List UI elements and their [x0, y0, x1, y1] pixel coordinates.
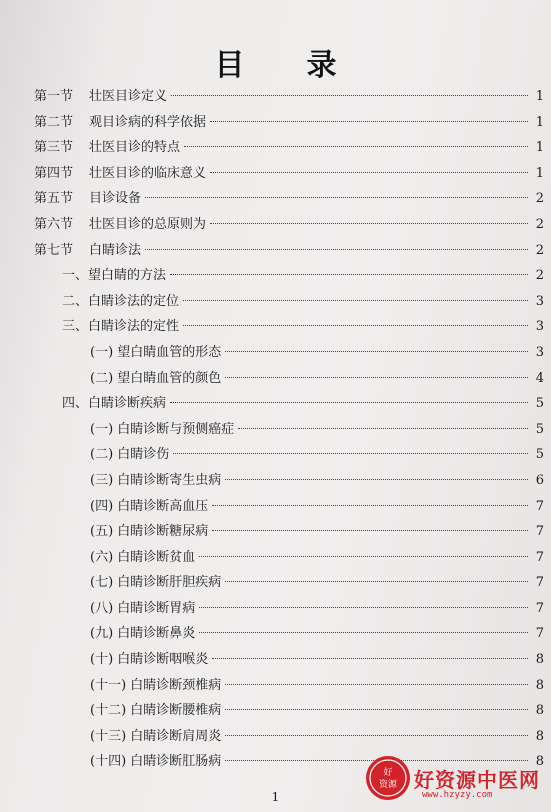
toc-entry-text: 三、白睛诊法的定性 [62, 319, 180, 335]
toc-entry[interactable] [34, 417, 544, 443]
toc-page-number: 2 [535, 216, 544, 232]
toc-entry[interactable] [34, 391, 544, 417]
toc-entry-label [90, 442, 169, 468]
toc-entry[interactable] [34, 289, 544, 315]
dot-leader [225, 479, 528, 480]
watermark [364, 754, 550, 810]
watermark-text: 好资源中医网 [414, 768, 540, 792]
toc-entry[interactable] [34, 519, 544, 545]
toc-entry[interactable] [34, 494, 544, 520]
toc-page-number: 7 [535, 626, 544, 642]
toc-entry-label [90, 647, 208, 673]
toc-entry-text: (五) 白睛诊断糖尿病 [90, 524, 209, 540]
toc-entry-label [34, 212, 206, 238]
svg-text:好: 好 [383, 768, 393, 778]
watermark-url: www.hzyzy.com [422, 790, 493, 800]
toc-page-number: 2 [535, 191, 544, 207]
toc-entry-text: 二、白睛诊法的定位 [62, 293, 180, 309]
toc-section-number: 第五节 [34, 191, 74, 207]
toc-entry-label [90, 724, 221, 750]
toc-page-number: 7 [535, 575, 544, 591]
toc-entry-label [90, 519, 208, 545]
toc-entry[interactable] [34, 596, 544, 622]
toc-entry-text: 目诊设备 [89, 191, 142, 207]
toc-page-number: 2 [535, 242, 544, 258]
toc-entry-text: (十) 白睛诊断咽喉炎 [90, 652, 209, 668]
toc-entry[interactable] [34, 238, 544, 264]
toc-entry-label [34, 161, 206, 187]
toc-entry-label [90, 621, 195, 647]
toc-page-number: 3 [535, 319, 544, 335]
toc-entry[interactable] [34, 366, 544, 392]
toc-entry-text: 四、白睛诊断疾病 [62, 396, 167, 412]
toc-section-number: 第六节 [34, 216, 74, 232]
toc-entry-text: (二) 白睛诊伤 [90, 447, 170, 463]
toc-page-number: 5 [535, 447, 544, 463]
dot-leader [238, 428, 528, 429]
toc-entry[interactable] [34, 442, 544, 468]
toc-entry[interactable] [34, 621, 544, 647]
toc-page-number: 8 [535, 677, 544, 693]
toc-section-number: 第四节 [34, 165, 74, 181]
dot-leader [212, 658, 528, 659]
toc-entry[interactable] [34, 468, 544, 494]
toc-entry-text: (七) 白睛诊断肝胆疾病 [90, 575, 222, 591]
svg-text:资源: 资源 [378, 780, 398, 790]
dot-leader [225, 581, 528, 582]
toc-entry-label [34, 110, 206, 136]
toc-entry[interactable] [34, 314, 544, 340]
toc-entry[interactable] [34, 340, 544, 366]
toc-entry-text: 壮医目诊定义 [89, 89, 168, 104]
dot-leader [225, 735, 528, 736]
toc-entry[interactable] [34, 84, 544, 110]
dot-leader [199, 632, 528, 633]
toc-entry-label [62, 314, 179, 340]
toc-entry-text: (十四) 白睛诊断肛肠病 [90, 754, 222, 770]
toc-entry-text: (八) 白睛诊断胃病 [90, 600, 196, 616]
dot-leader [183, 300, 528, 301]
toc-page-number: 5 [535, 396, 544, 412]
toc-entry-label [90, 673, 221, 699]
seal-icon [364, 754, 412, 802]
toc-page-number: 8 [535, 703, 544, 719]
toc-page-number: 8 [535, 652, 544, 668]
toc-entry-text: 白睛诊法 [89, 242, 142, 258]
dot-leader [170, 274, 528, 275]
dot-leader [171, 95, 528, 96]
dot-leader [199, 607, 528, 608]
toc-entry-label [90, 698, 221, 724]
toc-entry[interactable] [34, 724, 544, 750]
dot-leader [225, 377, 528, 378]
toc-page-number: 4 [535, 370, 544, 386]
toc-entry-text: 壮医目诊的总原则为 [89, 216, 207, 232]
toc-entry-text: (一) 白睛诊断与预侧癌症 [90, 421, 235, 437]
toc-entry-text: (九) 白睛诊断鼻炎 [90, 626, 196, 642]
toc-entry-text: (二) 望白睛血管的颜色 [90, 370, 222, 386]
toc-entry[interactable] [34, 673, 544, 699]
toc-entry[interactable] [34, 110, 544, 136]
toc-entry-label [90, 417, 234, 443]
toc-page-number: 1 [535, 165, 544, 181]
toc-page-number: 2 [535, 268, 544, 284]
dot-leader [210, 223, 528, 224]
toc-page-number: 6 [535, 472, 544, 488]
toc-entry[interactable] [34, 647, 544, 673]
toc-entry-label [34, 135, 180, 161]
toc-page-number: 7 [535, 524, 544, 540]
toc-section-number: 第七节 [34, 242, 74, 258]
dot-leader [183, 325, 528, 326]
toc-entry-label [62, 289, 179, 315]
toc-entry[interactable] [34, 263, 544, 289]
dot-leader [212, 505, 528, 506]
dot-leader [199, 556, 528, 557]
toc-section-number: 第三节 [34, 140, 74, 156]
toc-section-number: 第二节 [34, 114, 74, 130]
toc-entry-text: (一) 望白睛血管的形态 [90, 344, 222, 360]
dot-leader [212, 530, 528, 531]
dot-leader [210, 172, 528, 173]
toc-entry[interactable] [34, 698, 544, 724]
toc-entry[interactable] [34, 570, 544, 596]
toc-entry-text: 一、望白睛的方法 [62, 268, 167, 284]
toc-entry-label [90, 596, 195, 622]
toc-entry[interactable] [34, 135, 544, 161]
dot-leader [145, 197, 528, 198]
toc-page-number: 3 [535, 293, 544, 309]
toc-entry-label [90, 494, 208, 520]
toc-page-number: 1 [535, 89, 544, 104]
dot-leader [145, 249, 528, 250]
toc-entry-text: 壮医目诊的特点 [89, 140, 181, 156]
dot-leader [225, 351, 528, 352]
dot-leader [210, 121, 528, 122]
dot-leader [173, 453, 528, 454]
dot-leader [225, 709, 528, 710]
toc-entry-label [62, 263, 166, 289]
toc-entry-label [62, 391, 166, 417]
toc-page-number: 5 [535, 421, 544, 437]
toc-entry-label [34, 186, 141, 212]
toc-page-number: 8 [535, 754, 544, 770]
toc-page-number: 1 [535, 114, 544, 130]
toc-page-number: 3 [535, 344, 544, 360]
toc-entry-label [90, 749, 221, 775]
toc-entry[interactable] [34, 186, 544, 212]
toc-page-number: 1 [535, 140, 544, 156]
toc-page-number: 7 [535, 549, 544, 565]
toc-entry-label [90, 570, 221, 596]
toc-entry-label [90, 340, 221, 366]
toc-entry[interactable] [34, 212, 544, 238]
toc-entry-label [34, 238, 141, 264]
toc-section-number: 第一节 [34, 89, 74, 104]
page-title: 目录 [214, 48, 399, 83]
toc-entry-text: (六) 白睛诊断贫血 [90, 549, 196, 565]
toc-entry-label [90, 545, 195, 571]
toc-entry-label [90, 366, 221, 392]
toc-page-number: 7 [535, 498, 544, 514]
toc-entry[interactable] [34, 545, 544, 571]
toc-entry-label [34, 84, 167, 110]
toc-entry-text: (四) 白睛诊断高血压 [90, 498, 209, 514]
toc-entry-text: (十二) 白睛诊断腰椎病 [90, 703, 222, 719]
toc-page-number: 8 [535, 728, 544, 744]
toc-entry-text: (十一) 白睛诊断颈椎病 [90, 677, 222, 693]
toc-page-number: 7 [535, 600, 544, 616]
toc-entry-text: 观目诊病的科学依据 [89, 114, 207, 130]
dot-leader [170, 402, 528, 403]
dot-leader [184, 146, 528, 147]
toc-entry-text: (十三) 白睛诊断肩周炎 [90, 728, 222, 744]
table-of-contents [34, 84, 544, 775]
toc-entry-text: (三) 白睛诊断寄生虫病 [90, 472, 222, 488]
page-number: 1 [271, 790, 280, 804]
dot-leader [225, 684, 528, 685]
toc-entry-label [90, 468, 221, 494]
toc-entry[interactable] [34, 161, 544, 187]
toc-entry-text: 壮医目诊的临床意义 [89, 165, 207, 181]
